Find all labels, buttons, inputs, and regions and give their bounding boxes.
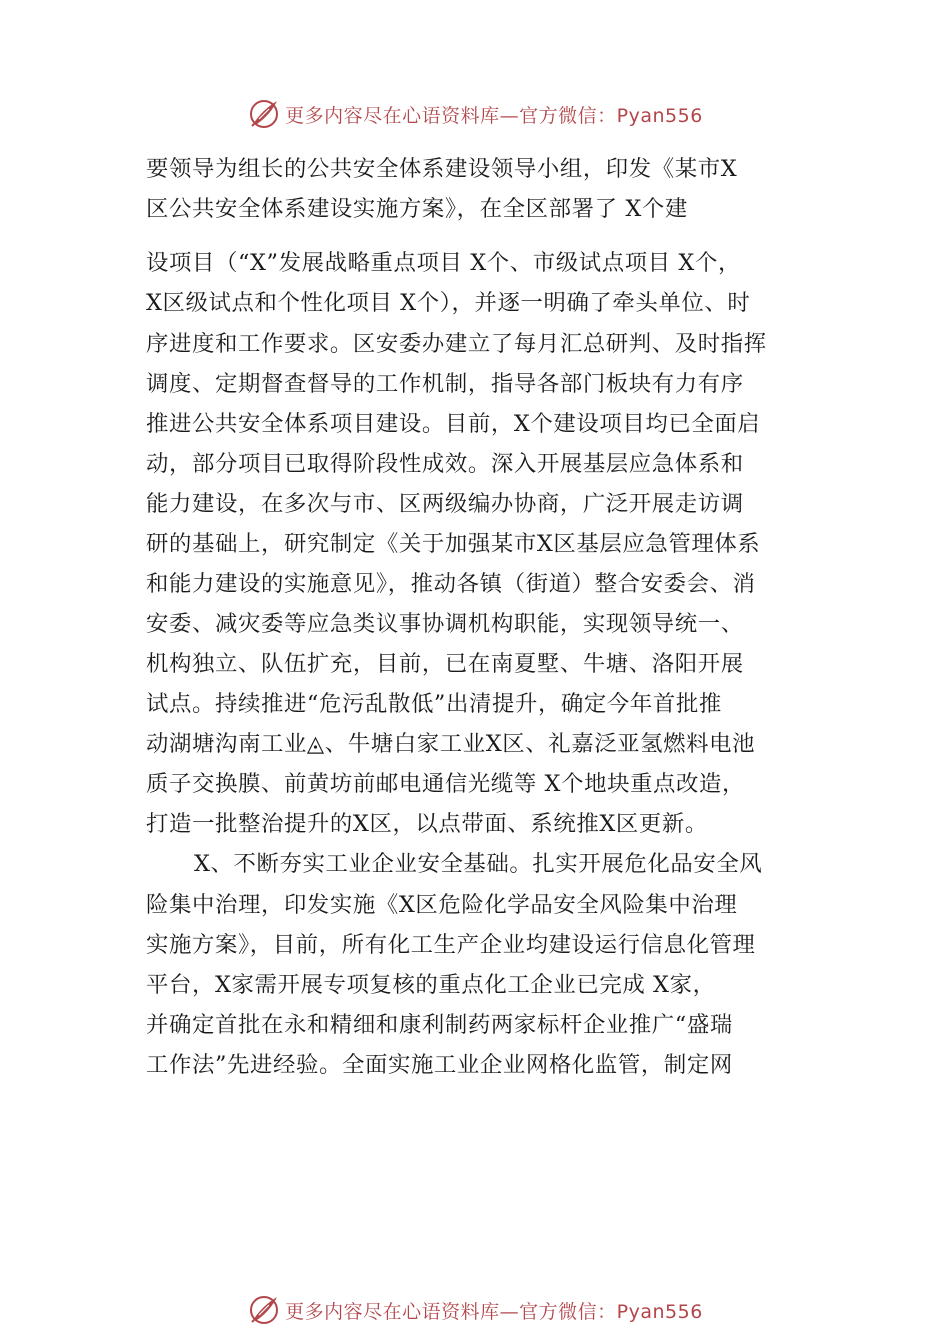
footer-banner [0,1290,950,1330]
quill-logo-icon [247,97,281,131]
body-line-23: 工作法”先进经验。全面实施工业企业网格化监管，制定网 [146,1052,733,1078]
body-line-17: 打造一批整治提升的X区，以点带面、系统推X区更新。 [146,811,708,837]
body-line-11: 和能力建设的实施意见》，推动各镇（街道）整合安委会、消 [146,571,756,597]
banner-label: 更多内容尽在心语资料库—官方微信： [285,104,617,127]
body-line-21: 平台，X家需开展专项复核的重点化工企业已完成 X家， [146,972,716,998]
body-line-8: 动，部分项目已取得阶段性成效。深入开展基层应急体系和 [146,451,744,477]
banner-label: 更多内容尽在心语资料库—官方微信： [285,1300,617,1323]
wechat-id: Pyan556 [616,1300,703,1323]
body-line-9: 能力建设，在多次与市、区两级编办协商，广泛开展走访调 [146,491,744,517]
body-line-3: 设项目（“X”发展战略重点项目 X个、市级试点项目 X个， [146,250,741,276]
body-line-19: 险集中治理，印发实施《X区危险化学品安全风险集中治理 [146,892,738,918]
body-line-4: X区级试点和个性化项目 X个），并逐一明确了牵头单位、时 [146,290,751,316]
body-line-14: 试点。持续推进“危污乱散低”出清提升，确定今年首批推 [146,691,722,717]
body-line-22: 并确定首批在永和精细和康利制药两家标杆企业推广“盛瑞 [146,1012,733,1038]
body-line-15: 动湖塘沟南工业◬、牛塘白家工业X区、礼嘉泛亚氢燃料电池 [146,731,756,757]
body-line-10: 研的基础上，研究制定《关于加强某市X区基层应急管理体系 [146,531,761,557]
body-line-6: 调度、定期督查督导的工作机制，指导各部门板块有力有序 [146,371,744,397]
body-line-20: 实施方案》，目前，所有化工生产企业均建设运行信息化管理 [146,932,756,958]
wechat-id: Pyan556 [616,104,703,127]
body-line-16: 质子交换膜、前黄坊前邮电通信光缆等 X个地块重点改造， [146,771,746,797]
body-line-12: 安委、减灾委等应急类议事协调机构职能，实现领导统一、 [146,611,744,637]
body-line-7: 推进公共安全体系项目建设。目前，X个建设项目均已全面启 [146,411,761,437]
body-line-1: 要领导为组长的公共安全体系建设领导小组，印发《某市X [146,156,738,182]
body-line-2: 区公共安全体系建设实施方案》，在全区部署了 X个建 [146,196,688,222]
banner-text [285,101,703,128]
body-line-13: 机构独立、队伍扩充，目前，已在南夏墅、牛塘、洛阳开展 [146,651,744,677]
banner-text [285,1297,703,1324]
body-line-18: X、不断夯实工业企业安全基础。扎实开展危化品安全风 [194,851,763,877]
quill-logo-icon [247,1293,281,1327]
body-line-5: 序进度和工作要求。区安委办建立了每月汇总研判、及时指挥 [146,331,767,357]
header-banner [0,94,950,134]
